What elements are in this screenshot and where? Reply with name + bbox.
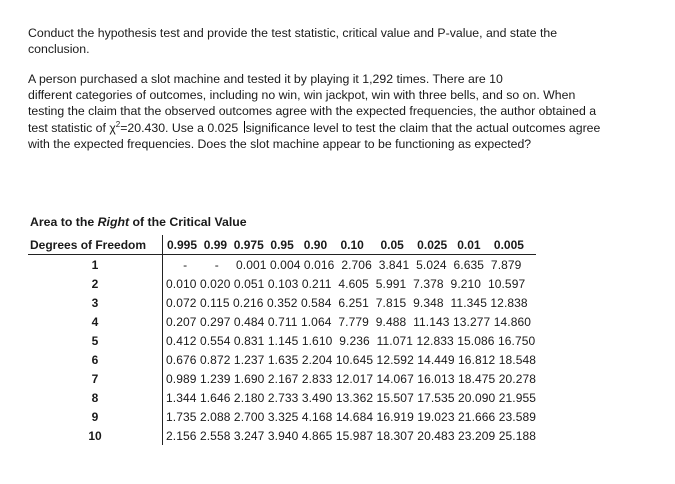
table-row — [28, 407, 536, 426]
df-cell: 2 — [28, 274, 163, 293]
instruction-line-1: Conduct the hypothesis test and provide the test statistic, critical value and P-value, and state the — [28, 26, 558, 40]
problem-line-4 — [28, 120, 658, 136]
df-cell: 3 — [28, 293, 163, 312]
df-header: Degrees of Freedom — [28, 235, 163, 255]
problem-line-5: with the expected frequencies. Does the slot machine appear to be functioning as expected? — [28, 136, 532, 151]
table-row — [28, 426, 536, 445]
df-cell: 5 — [28, 331, 163, 350]
instruction-text — [28, 25, 648, 57]
table-row — [28, 369, 536, 388]
problem-line-3: testing the claim that the observed outcomes agree with the expected frequencies, the author obtained a — [28, 104, 597, 119]
table-row — [28, 312, 536, 331]
chi-square-superscript: 2 — [115, 119, 121, 129]
df-cell: 6 — [28, 350, 163, 369]
test-statistic-prefix: test statistic of χ — [28, 120, 116, 135]
table-title-post: of the Critical Value — [129, 215, 247, 229]
table-row — [28, 388, 536, 407]
critical-values: 0.676 0.872 1.237 1.635 2.204 10.645 12.592 14.449 16.812 18.548 — [166, 352, 537, 367]
critical-values: 1.735 2.088 2.700 3.325 4.168 14.684 16.919 19.023 21.666 23.589 — [166, 409, 537, 424]
text-cursor — [244, 121, 245, 133]
df-cell: 4 — [28, 312, 163, 331]
instruction-line-2: conclusion. — [28, 42, 90, 57]
df-cell: 9 — [28, 407, 163, 426]
critical-values: 2.156 2.558 3.247 3.940 4.865 15.987 18.307 20.483 23.209 25.188 — [166, 428, 537, 443]
table-title — [30, 215, 247, 229]
table-title-pre: Area to the — [30, 215, 98, 229]
problem-line-1: A person purchased a slot machine and tested it by playing it 1,292 times. There are 10 — [28, 72, 503, 86]
df-cell: 1 — [28, 255, 163, 275]
critical-values: 0.207 0.297 0.484 0.711 1.064 7.779 9.488 11.143 13.277 14.860 — [166, 314, 532, 329]
critical-values: 0.412 0.554 0.831 1.145 1.610 9.236 11.071 12.833 15.086 16.750 — [166, 333, 536, 348]
table-header-row — [28, 235, 536, 255]
problem-line-2: different categories of outcomes, including no win, win jackpot, win with three bells, and so on. When — [28, 88, 576, 103]
table-row — [28, 331, 536, 350]
table-row — [28, 293, 536, 312]
problem-line-4-suffix: significance level to test the claim that the actual outcomes agree — [245, 120, 601, 135]
critical-values: 0.072 0.115 0.216 0.352 0.584 6.251 7.815 9.348 11.345 12.838 — [166, 295, 528, 310]
table-row — [28, 274, 536, 293]
table-row — [28, 255, 536, 275]
critical-values: 1.344 1.646 2.180 2.733 3.490 13.362 15.507 17.535 20.090 21.955 — [166, 390, 537, 405]
critical-values: - - 0.001 0.004 0.016 2.706 3.841 5.024 6.635 7.879 — [166, 257, 522, 272]
df-cell: 8 — [28, 388, 163, 407]
df-cell: 10 — [28, 426, 163, 445]
df-cell: 7 — [28, 369, 163, 388]
table-title-emphasis: Right — [97, 215, 130, 229]
table-row — [28, 350, 536, 369]
critical-values: 0.010 0.020 0.051 0.103 0.211 4.605 5.991 7.378 9.210 10.597 — [166, 276, 526, 291]
test-statistic-value: =20.430. Use a 0.025 — [120, 120, 239, 135]
critical-values: 0.989 1.239 1.690 2.167 2.833 12.017 14.067 16.013 18.475 20.278 — [166, 371, 537, 386]
alpha-header: 0.995 0.99 0.975 0.95 0.90 0.10 0.05 0.025 0.01 0.005 — [163, 235, 537, 255]
chi-square-table — [28, 235, 536, 445]
problem-text — [28, 71, 658, 152]
